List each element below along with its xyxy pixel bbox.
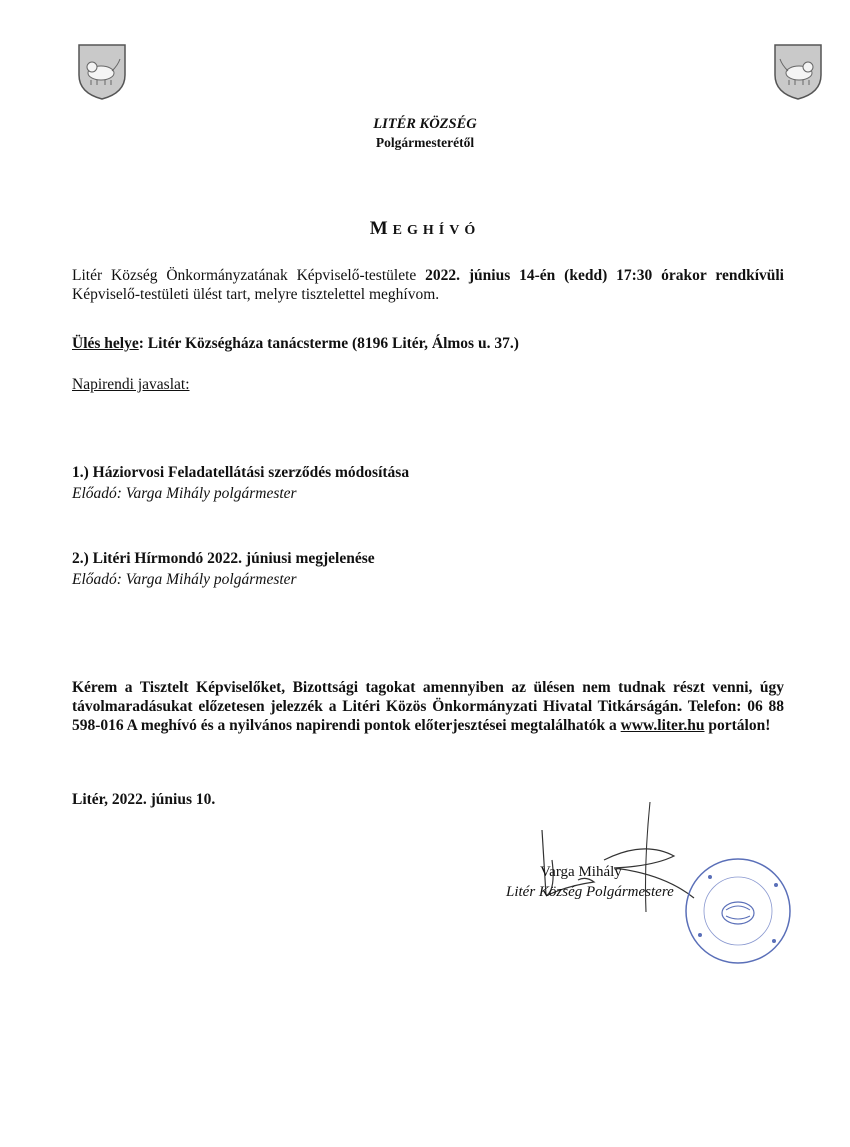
title-initial: M: [369, 218, 393, 239]
signatory-title: Litér Község Polgármestere: [506, 884, 674, 900]
notice-paragraph: [72, 678, 784, 735]
venue-value: Litér Községháza tanácsterme (8196 Litér, Álmos u. 37.): [147, 335, 519, 352]
place-date: Litér, 2022. június 10.: [72, 791, 216, 808]
office-name: Polgármesterétől: [375, 135, 475, 150]
agenda-item-title: 1.) Háziorvosi Feladatellátási szerződés módosítása: [72, 464, 410, 481]
agenda-item-presenter: Előadó: Varga Mihály polgármester: [72, 485, 297, 502]
agenda-item-presenter: Előadó: Varga Mihály polgármester: [72, 571, 297, 588]
document-title: [0, 218, 850, 240]
intro-text: Litér Község Önkormányzatának Képviselő-testülete: [72, 267, 426, 284]
official-stamp: [680, 855, 800, 970]
signatory-name: Varga Mihály: [540, 864, 622, 880]
right-coat-of-arms: [773, 43, 823, 101]
agenda-item-title: 2.) Litéri Hírmondó 2022. júniusi megjelenése: [72, 550, 375, 567]
venue-label: Ülés helye: [72, 335, 139, 352]
venue-colon: :: [138, 335, 148, 352]
website-link[interactable]: www.liter.hu: [620, 717, 705, 734]
venue-line: [72, 334, 784, 353]
signature-block: [500, 800, 820, 970]
agenda-heading: Napirendi javaslat:: [72, 376, 190, 393]
title-rest: EGHÍVÓ: [392, 223, 481, 238]
notice-end: portálon!: [704, 717, 771, 734]
meeting-date: 2022. június 14-én (kedd) 17:30 órakor rendkívüli: [425, 267, 784, 284]
intro-paragraph: [72, 266, 784, 304]
municipality-name: LITÉR KÖZSÉG: [373, 116, 477, 132]
notice-text: Kérem a Tisztelt Képviselőket, Bizottsági tagokat amennyiben az ülésen nem tudnak részt venni, úgy távolmaradásukat előzetesen jelezzék a Litéri Közös Önkormányzati Hivatal Titkárságán. Telefon: 06 88 598-016 A meghívó és a nyilvános napirendi pontok előterjesztései megtalálhatók a: [72, 679, 784, 734]
left-coat-of-arms: [77, 43, 127, 101]
intro-text-end: Képviselő-testületi ülést tart, melyre tisztelettel meghívom.: [72, 286, 440, 303]
